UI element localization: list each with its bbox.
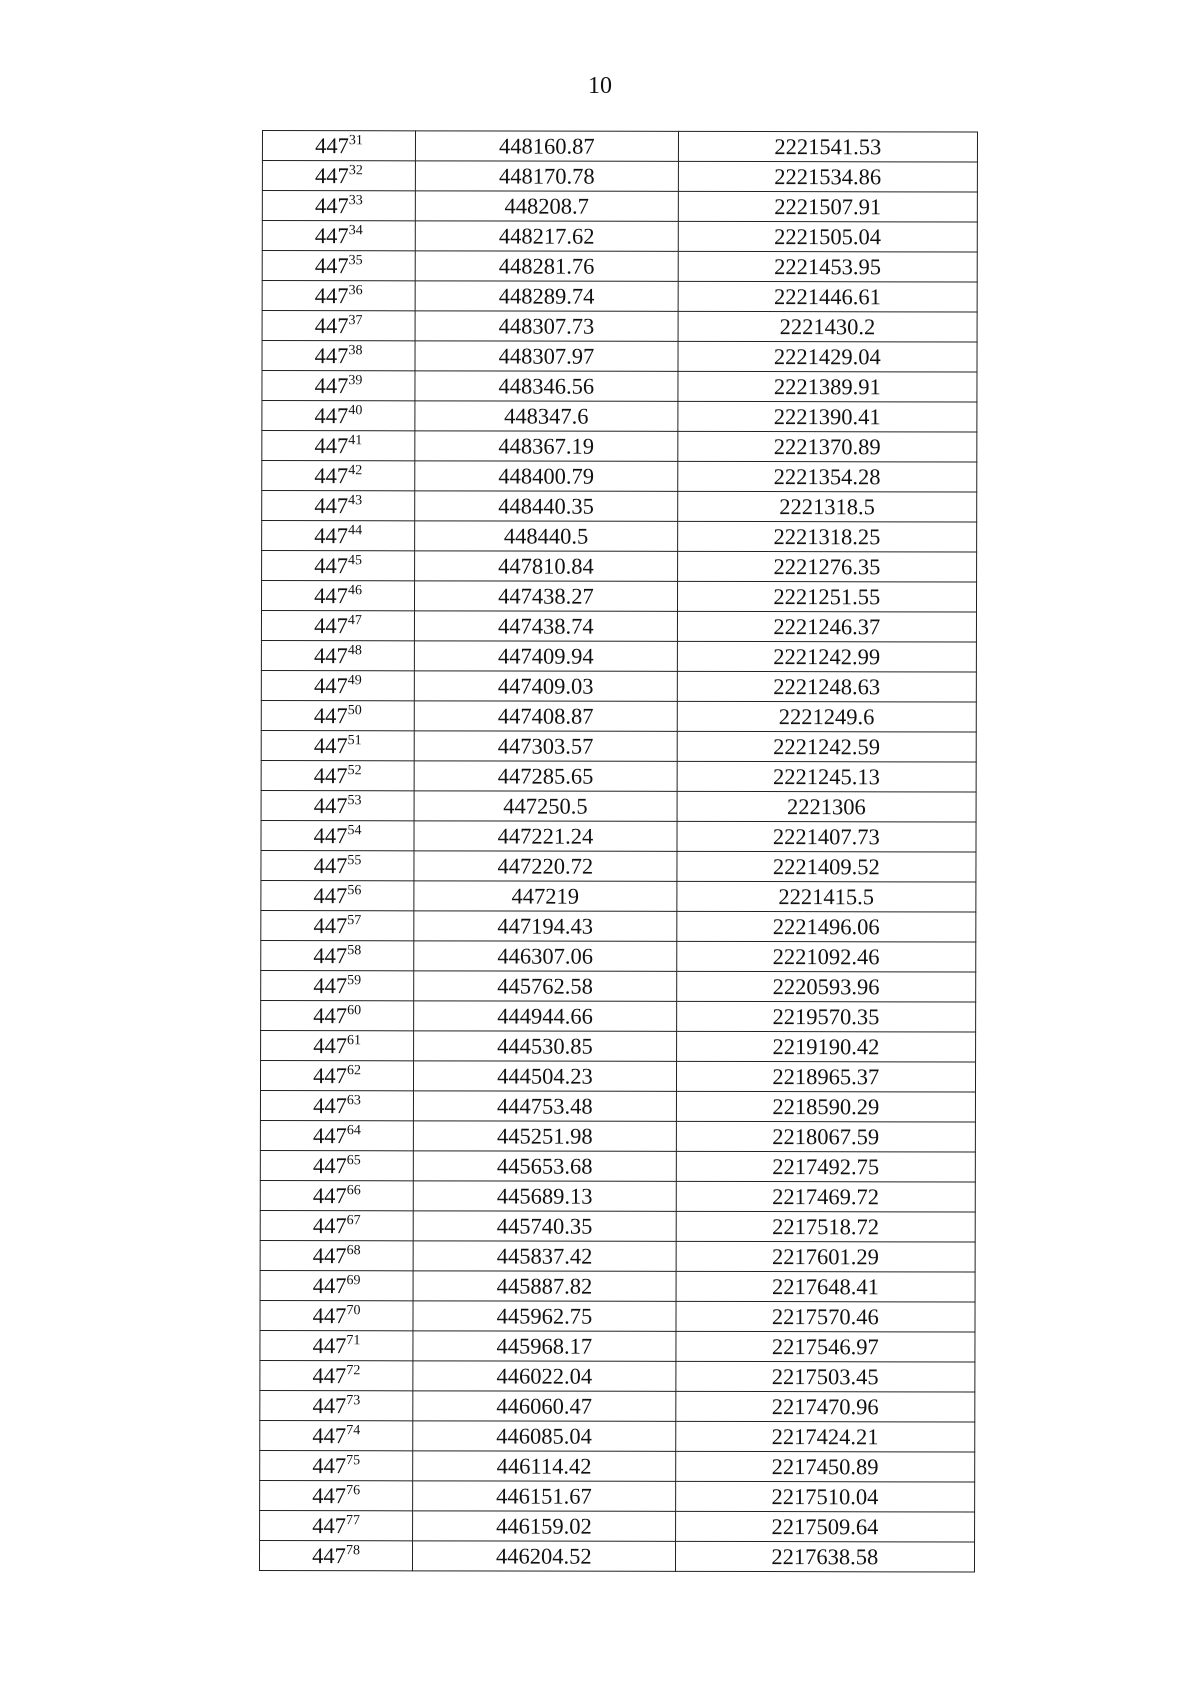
y-coordinate-cell: 2221541.53	[678, 131, 977, 162]
page-number: 10	[588, 73, 612, 99]
point-number-cell	[261, 670, 414, 700]
point-number-base: 447	[314, 403, 349, 429]
x-coordinate-cell: 448347.6	[415, 401, 678, 432]
point-number-index: 72	[346, 1362, 361, 1378]
table-row	[261, 970, 976, 1001]
point-number-index: 37	[348, 312, 363, 328]
point-number-cell	[260, 1480, 413, 1510]
point-number-base: 447	[314, 253, 349, 279]
point-number-base: 447	[313, 943, 348, 969]
y-coordinate-cell: 2218965.37	[676, 1061, 975, 1092]
point-number-index: 62	[346, 1062, 361, 1078]
table-row	[260, 1300, 975, 1331]
point-number-base: 447	[313, 883, 348, 909]
x-coordinate-cell: 447219	[414, 881, 677, 912]
point-number-cell	[260, 1090, 413, 1120]
table-row	[261, 790, 976, 821]
table-row	[259, 1540, 974, 1571]
point-number-base: 447	[312, 1393, 347, 1419]
point-number-index: 53	[347, 792, 362, 808]
point-number-cell	[260, 1420, 413, 1450]
point-number-index: 43	[348, 492, 363, 508]
point-number-index: 60	[347, 1002, 362, 1018]
y-coordinate-cell: 2221496.06	[676, 911, 975, 942]
y-coordinate-cell: 2221430.2	[678, 311, 977, 342]
point-number-index: 78	[345, 1542, 360, 1558]
y-coordinate-cell: 2221389.91	[678, 371, 977, 402]
point-number-base: 447	[313, 1033, 348, 1059]
point-number-index: 45	[348, 552, 363, 568]
point-number-base: 447	[313, 793, 348, 819]
table-row	[261, 1000, 976, 1031]
x-coordinate-cell: 445887.82	[413, 1271, 676, 1302]
point-number-cell	[262, 161, 415, 191]
point-number-cell	[260, 1360, 413, 1390]
table-row	[261, 880, 976, 911]
point-number-base: 447	[313, 673, 348, 699]
coordinates-table-body	[259, 131, 977, 1572]
point-number-cell	[262, 191, 415, 221]
y-coordinate-cell: 2217510.04	[675, 1481, 974, 1512]
point-number-cell	[261, 910, 414, 940]
table-row	[260, 1240, 975, 1271]
y-coordinate-cell: 2219570.35	[676, 1001, 975, 1032]
table-row	[260, 1150, 975, 1181]
x-coordinate-cell: 446151.67	[413, 1481, 676, 1512]
y-coordinate-cell: 2221409.52	[677, 851, 976, 882]
point-number-base: 447	[312, 1183, 347, 1209]
x-coordinate-cell: 448400.79	[415, 461, 678, 492]
y-coordinate-cell: 2221354.28	[677, 461, 976, 492]
y-coordinate-cell: 2217601.29	[676, 1241, 975, 1272]
point-number-base: 447	[313, 703, 348, 729]
point-number-base: 447	[314, 613, 348, 639]
table-row	[260, 1510, 975, 1541]
x-coordinate-cell: 448346.56	[415, 371, 678, 402]
point-number-index: 74	[346, 1422, 361, 1438]
point-number-base: 447	[313, 1063, 347, 1089]
x-coordinate-cell: 447285.65	[414, 761, 677, 792]
x-coordinate-cell: 445740.35	[413, 1211, 676, 1242]
x-coordinate-cell: 448289.74	[415, 281, 678, 312]
point-number-cell	[261, 970, 414, 1000]
point-number-cell	[261, 730, 414, 760]
point-number-base: 447	[314, 433, 349, 459]
y-coordinate-cell: 2221534.86	[678, 161, 977, 192]
x-coordinate-cell: 448281.76	[415, 251, 678, 282]
y-coordinate-cell: 2217469.72	[676, 1181, 975, 1212]
x-coordinate-cell: 447438.74	[415, 611, 678, 642]
point-number-base: 447	[312, 1333, 347, 1359]
y-coordinate-cell: 2221276.35	[677, 551, 976, 582]
point-number-index: 61	[347, 1032, 362, 1048]
table-row	[262, 161, 977, 192]
point-number-base: 447	[314, 463, 349, 489]
y-coordinate-cell: 2221318.5	[677, 491, 976, 522]
x-coordinate-cell: 446307.06	[414, 941, 677, 972]
table-row	[260, 1180, 975, 1211]
x-coordinate-cell: 447409.03	[414, 671, 677, 702]
point-number-index: 52	[347, 762, 362, 778]
table-row	[261, 670, 976, 701]
point-number-index: 34	[348, 222, 363, 238]
table-row	[260, 1330, 975, 1361]
point-number-base: 447	[312, 1243, 347, 1269]
point-number-index: 31	[348, 132, 363, 148]
point-number-cell	[262, 131, 415, 161]
table-row	[262, 221, 977, 252]
point-number-base: 447	[312, 1213, 347, 1239]
y-coordinate-cell: 2217470.96	[675, 1391, 974, 1422]
table-row	[260, 1090, 975, 1121]
point-number-index: 49	[347, 672, 362, 688]
point-number-base: 447	[312, 1273, 347, 1299]
point-number-index: 42	[348, 462, 363, 478]
y-coordinate-cell: 2221370.89	[677, 431, 976, 462]
point-number-cell	[262, 341, 415, 371]
y-coordinate-cell: 2217492.75	[676, 1151, 975, 1182]
point-number-index: 55	[347, 852, 362, 868]
point-number-base: 447	[313, 763, 348, 789]
point-number-cell	[260, 1450, 413, 1480]
table-row	[262, 551, 977, 582]
point-number-base: 447	[314, 373, 349, 399]
point-number-cell	[260, 1330, 413, 1360]
point-number-index: 44	[348, 522, 363, 538]
point-number-index: 56	[347, 882, 362, 898]
x-coordinate-cell: 448440.5	[415, 521, 678, 552]
coordinates-table	[259, 130, 978, 1572]
table-row	[262, 251, 977, 282]
y-coordinate-cell: 2217450.89	[675, 1451, 974, 1482]
point-number-cell	[260, 1060, 413, 1090]
point-number-cell	[260, 1240, 413, 1270]
point-number-index: 77	[345, 1512, 361, 1528]
point-number-cell	[261, 1000, 414, 1030]
y-coordinate-cell: 2221507.91	[678, 191, 977, 222]
point-number-index: 51	[347, 732, 362, 748]
point-number-base: 447	[313, 853, 348, 879]
point-number-index: 75	[346, 1452, 361, 1468]
y-coordinate-cell: 2217509.64	[675, 1511, 974, 1542]
table-row	[260, 1450, 975, 1481]
table-row	[262, 311, 977, 342]
point-number-base: 447	[314, 523, 349, 549]
point-number-cell	[260, 1180, 413, 1210]
x-coordinate-cell: 447194.43	[414, 911, 677, 942]
y-coordinate-cell: 2221318.25	[677, 521, 976, 552]
point-number-index: 68	[346, 1242, 361, 1258]
point-number-index: 76	[346, 1482, 361, 1498]
y-coordinate-cell: 2217570.46	[676, 1301, 975, 1332]
y-coordinate-cell: 2220593.96	[676, 971, 975, 1002]
table-row	[262, 521, 977, 552]
point-number-index: 36	[348, 282, 363, 298]
point-number-cell	[261, 790, 414, 820]
point-number-cell	[261, 581, 414, 611]
point-number-base: 447	[313, 1003, 348, 1029]
point-number-index: 58	[347, 942, 362, 958]
point-number-cell	[260, 1300, 413, 1330]
y-coordinate-cell: 2221248.63	[677, 671, 976, 702]
point-number-base: 447	[312, 1303, 347, 1329]
point-number-index: 71	[346, 1332, 361, 1348]
table-row	[261, 1030, 976, 1061]
point-number-cell	[260, 1390, 413, 1420]
point-number-base: 447	[314, 583, 348, 609]
point-number-base: 447	[314, 313, 349, 339]
point-number-index: 65	[346, 1152, 361, 1168]
point-number-base: 447	[313, 733, 348, 759]
point-number-cell	[261, 850, 414, 880]
point-number-index: 33	[348, 192, 363, 208]
x-coordinate-cell: 448440.35	[415, 491, 678, 522]
x-coordinate-cell: 447250.5	[414, 791, 677, 822]
point-number-index: 35	[348, 252, 363, 268]
point-number-index: 32	[348, 162, 363, 178]
table-row	[260, 1480, 975, 1511]
x-coordinate-cell: 446114.42	[413, 1451, 676, 1482]
point-number-cell	[262, 311, 415, 341]
table-row	[261, 611, 976, 642]
y-coordinate-cell: 2218590.29	[676, 1091, 975, 1122]
point-number-cell	[262, 521, 415, 551]
point-number-base: 447	[312, 1453, 347, 1479]
y-coordinate-cell: 2221446.61	[678, 281, 977, 312]
point-number-base: 447	[314, 643, 348, 669]
point-number-index: 48	[347, 642, 362, 658]
point-number-cell	[262, 431, 415, 461]
y-coordinate-cell: 2221390.41	[678, 401, 977, 432]
x-coordinate-cell: 445962.75	[413, 1301, 676, 1332]
x-coordinate-cell: 445837.42	[413, 1241, 676, 1272]
point-number-index: 63	[346, 1092, 361, 1108]
x-coordinate-cell: 448367.19	[415, 431, 678, 462]
y-coordinate-cell: 2221505.04	[678, 221, 977, 252]
x-coordinate-cell: 447409.94	[414, 641, 677, 672]
point-number-base: 447	[313, 1093, 347, 1119]
table-row	[261, 910, 976, 941]
x-coordinate-cell: 448170.78	[415, 161, 678, 192]
point-number-index: 70	[346, 1302, 361, 1318]
point-number-base: 447	[315, 133, 349, 159]
point-number-cell	[262, 371, 415, 401]
point-number-index: 73	[346, 1392, 361, 1408]
table-row	[260, 1210, 975, 1241]
y-coordinate-cell: 2217638.58	[675, 1541, 974, 1572]
point-number-cell	[261, 611, 414, 641]
x-coordinate-cell: 447220.72	[414, 851, 677, 882]
table-row	[260, 1270, 975, 1301]
y-coordinate-cell: 2219190.42	[676, 1031, 975, 1062]
y-coordinate-cell: 2221246.37	[677, 611, 976, 642]
point-number-base: 447	[312, 1423, 347, 1449]
x-coordinate-cell: 447303.57	[414, 731, 677, 762]
x-coordinate-cell: 445689.13	[413, 1181, 676, 1212]
table-row	[261, 700, 976, 731]
table-row	[262, 401, 977, 432]
x-coordinate-cell: 448217.62	[415, 221, 678, 252]
point-number-cell	[262, 461, 415, 491]
point-number-cell	[262, 251, 415, 281]
y-coordinate-cell: 2217518.72	[676, 1211, 975, 1242]
point-number-cell	[262, 491, 415, 521]
y-coordinate-cell: 2221092.46	[676, 941, 975, 972]
point-number-cell	[262, 401, 415, 431]
y-coordinate-cell: 2217503.45	[676, 1361, 975, 1392]
x-coordinate-cell: 448307.73	[415, 311, 678, 342]
x-coordinate-cell: 446204.52	[413, 1541, 676, 1572]
x-coordinate-cell: 444530.85	[414, 1031, 677, 1062]
point-number-index: 54	[347, 822, 362, 838]
x-coordinate-cell: 446159.02	[413, 1511, 676, 1542]
point-number-cell	[260, 1210, 413, 1240]
table-row	[262, 431, 977, 462]
x-coordinate-cell: 447438.27	[415, 581, 678, 612]
x-coordinate-cell: 448208.7	[415, 191, 678, 222]
point-number-base: 447	[312, 1543, 346, 1569]
y-coordinate-cell: 2217546.97	[676, 1331, 975, 1362]
x-coordinate-cell: 444753.48	[414, 1091, 677, 1122]
point-number-cell	[262, 281, 415, 311]
table-row	[262, 191, 977, 222]
table-row	[261, 730, 976, 761]
y-coordinate-cell: 2221242.99	[677, 641, 976, 672]
point-number-base: 447	[313, 913, 348, 939]
table-row	[260, 1120, 975, 1151]
table-row	[262, 131, 977, 162]
point-number-base: 447	[314, 283, 349, 309]
y-coordinate-cell: 2217424.21	[675, 1421, 974, 1452]
table-row	[261, 940, 976, 971]
point-number-base: 447	[313, 823, 348, 849]
point-number-cell	[260, 1510, 413, 1540]
point-number-index: 66	[346, 1182, 361, 1198]
point-number-base: 447	[314, 493, 349, 519]
table-row	[260, 1060, 975, 1091]
x-coordinate-cell: 447408.87	[414, 701, 677, 732]
point-number-cell	[260, 1120, 413, 1150]
point-number-base: 447	[314, 343, 349, 369]
point-number-base: 447	[312, 1513, 347, 1539]
point-number-cell	[262, 551, 415, 581]
y-coordinate-cell: 2217648.41	[676, 1271, 975, 1302]
x-coordinate-cell: 446060.47	[413, 1391, 676, 1422]
y-coordinate-cell: 2221245.13	[677, 761, 976, 792]
point-number-cell	[261, 880, 414, 910]
table-row	[262, 281, 977, 312]
point-number-cell	[260, 1270, 413, 1300]
x-coordinate-cell: 448307.97	[415, 341, 678, 372]
x-coordinate-cell: 447810.84	[415, 551, 678, 582]
point-number-base: 447	[314, 553, 349, 579]
table-row	[260, 1360, 975, 1391]
table-row	[261, 760, 976, 791]
table-row	[262, 461, 977, 492]
table-row	[262, 491, 977, 522]
point-number-index: 64	[346, 1122, 361, 1138]
table-row	[261, 640, 976, 671]
point-number-index: 40	[348, 402, 363, 418]
y-coordinate-cell: 2221453.95	[678, 251, 977, 282]
point-number-base: 447	[315, 163, 349, 189]
table-row	[262, 371, 977, 402]
table-row	[260, 1390, 975, 1421]
y-coordinate-cell: 2221306	[677, 791, 976, 822]
point-number-cell	[259, 1540, 412, 1570]
x-coordinate-cell: 444944.66	[414, 1001, 677, 1032]
point-number-index: 46	[347, 582, 362, 598]
point-number-cell	[261, 760, 414, 790]
y-coordinate-cell: 2221407.73	[677, 821, 976, 852]
point-number-index: 59	[347, 972, 362, 988]
point-number-base: 447	[312, 1153, 347, 1179]
y-coordinate-cell: 2218067.59	[676, 1121, 975, 1152]
point-number-index: 41	[348, 432, 363, 448]
point-number-base: 447	[314, 193, 349, 219]
x-coordinate-cell: 446022.04	[413, 1361, 676, 1392]
point-number-cell	[262, 221, 415, 251]
table-row	[261, 581, 976, 612]
point-number-index: 38	[348, 342, 363, 358]
point-number-base: 447	[312, 1483, 347, 1509]
table-row	[262, 341, 977, 372]
point-number-index: 47	[347, 612, 362, 628]
y-coordinate-cell: 2221242.59	[677, 731, 976, 762]
y-coordinate-cell: 2221251.55	[677, 581, 976, 612]
x-coordinate-cell: 445653.68	[413, 1151, 676, 1182]
point-number-cell	[261, 940, 414, 970]
x-coordinate-cell: 444504.23	[414, 1061, 677, 1092]
point-number-base: 447	[314, 223, 349, 249]
y-coordinate-cell: 2221249.6	[677, 701, 976, 732]
point-number-index: 69	[346, 1272, 361, 1288]
x-coordinate-cell: 447221.24	[414, 821, 677, 852]
point-number-cell	[261, 640, 414, 670]
x-coordinate-cell: 445968.17	[413, 1331, 676, 1362]
table-row	[261, 820, 976, 851]
point-number-base: 447	[313, 973, 348, 999]
point-number-cell	[261, 700, 414, 730]
table-row	[260, 1420, 975, 1451]
point-number-base: 447	[312, 1363, 347, 1389]
x-coordinate-cell: 446085.04	[413, 1421, 676, 1452]
x-coordinate-cell: 445762.58	[414, 971, 677, 1002]
point-number-index: 57	[347, 912, 362, 928]
y-coordinate-cell: 2221429.04	[678, 341, 977, 372]
point-number-cell	[261, 820, 414, 850]
point-number-base: 447	[313, 1123, 347, 1149]
point-number-index: 39	[348, 372, 363, 388]
point-number-cell	[261, 1030, 414, 1060]
y-coordinate-cell: 2221415.5	[677, 881, 976, 912]
table-row	[261, 850, 976, 881]
x-coordinate-cell: 448160.87	[416, 131, 679, 162]
point-number-index: 67	[346, 1212, 361, 1228]
point-number-cell	[260, 1150, 413, 1180]
point-number-index: 50	[347, 702, 362, 718]
x-coordinate-cell: 445251.98	[413, 1121, 676, 1152]
